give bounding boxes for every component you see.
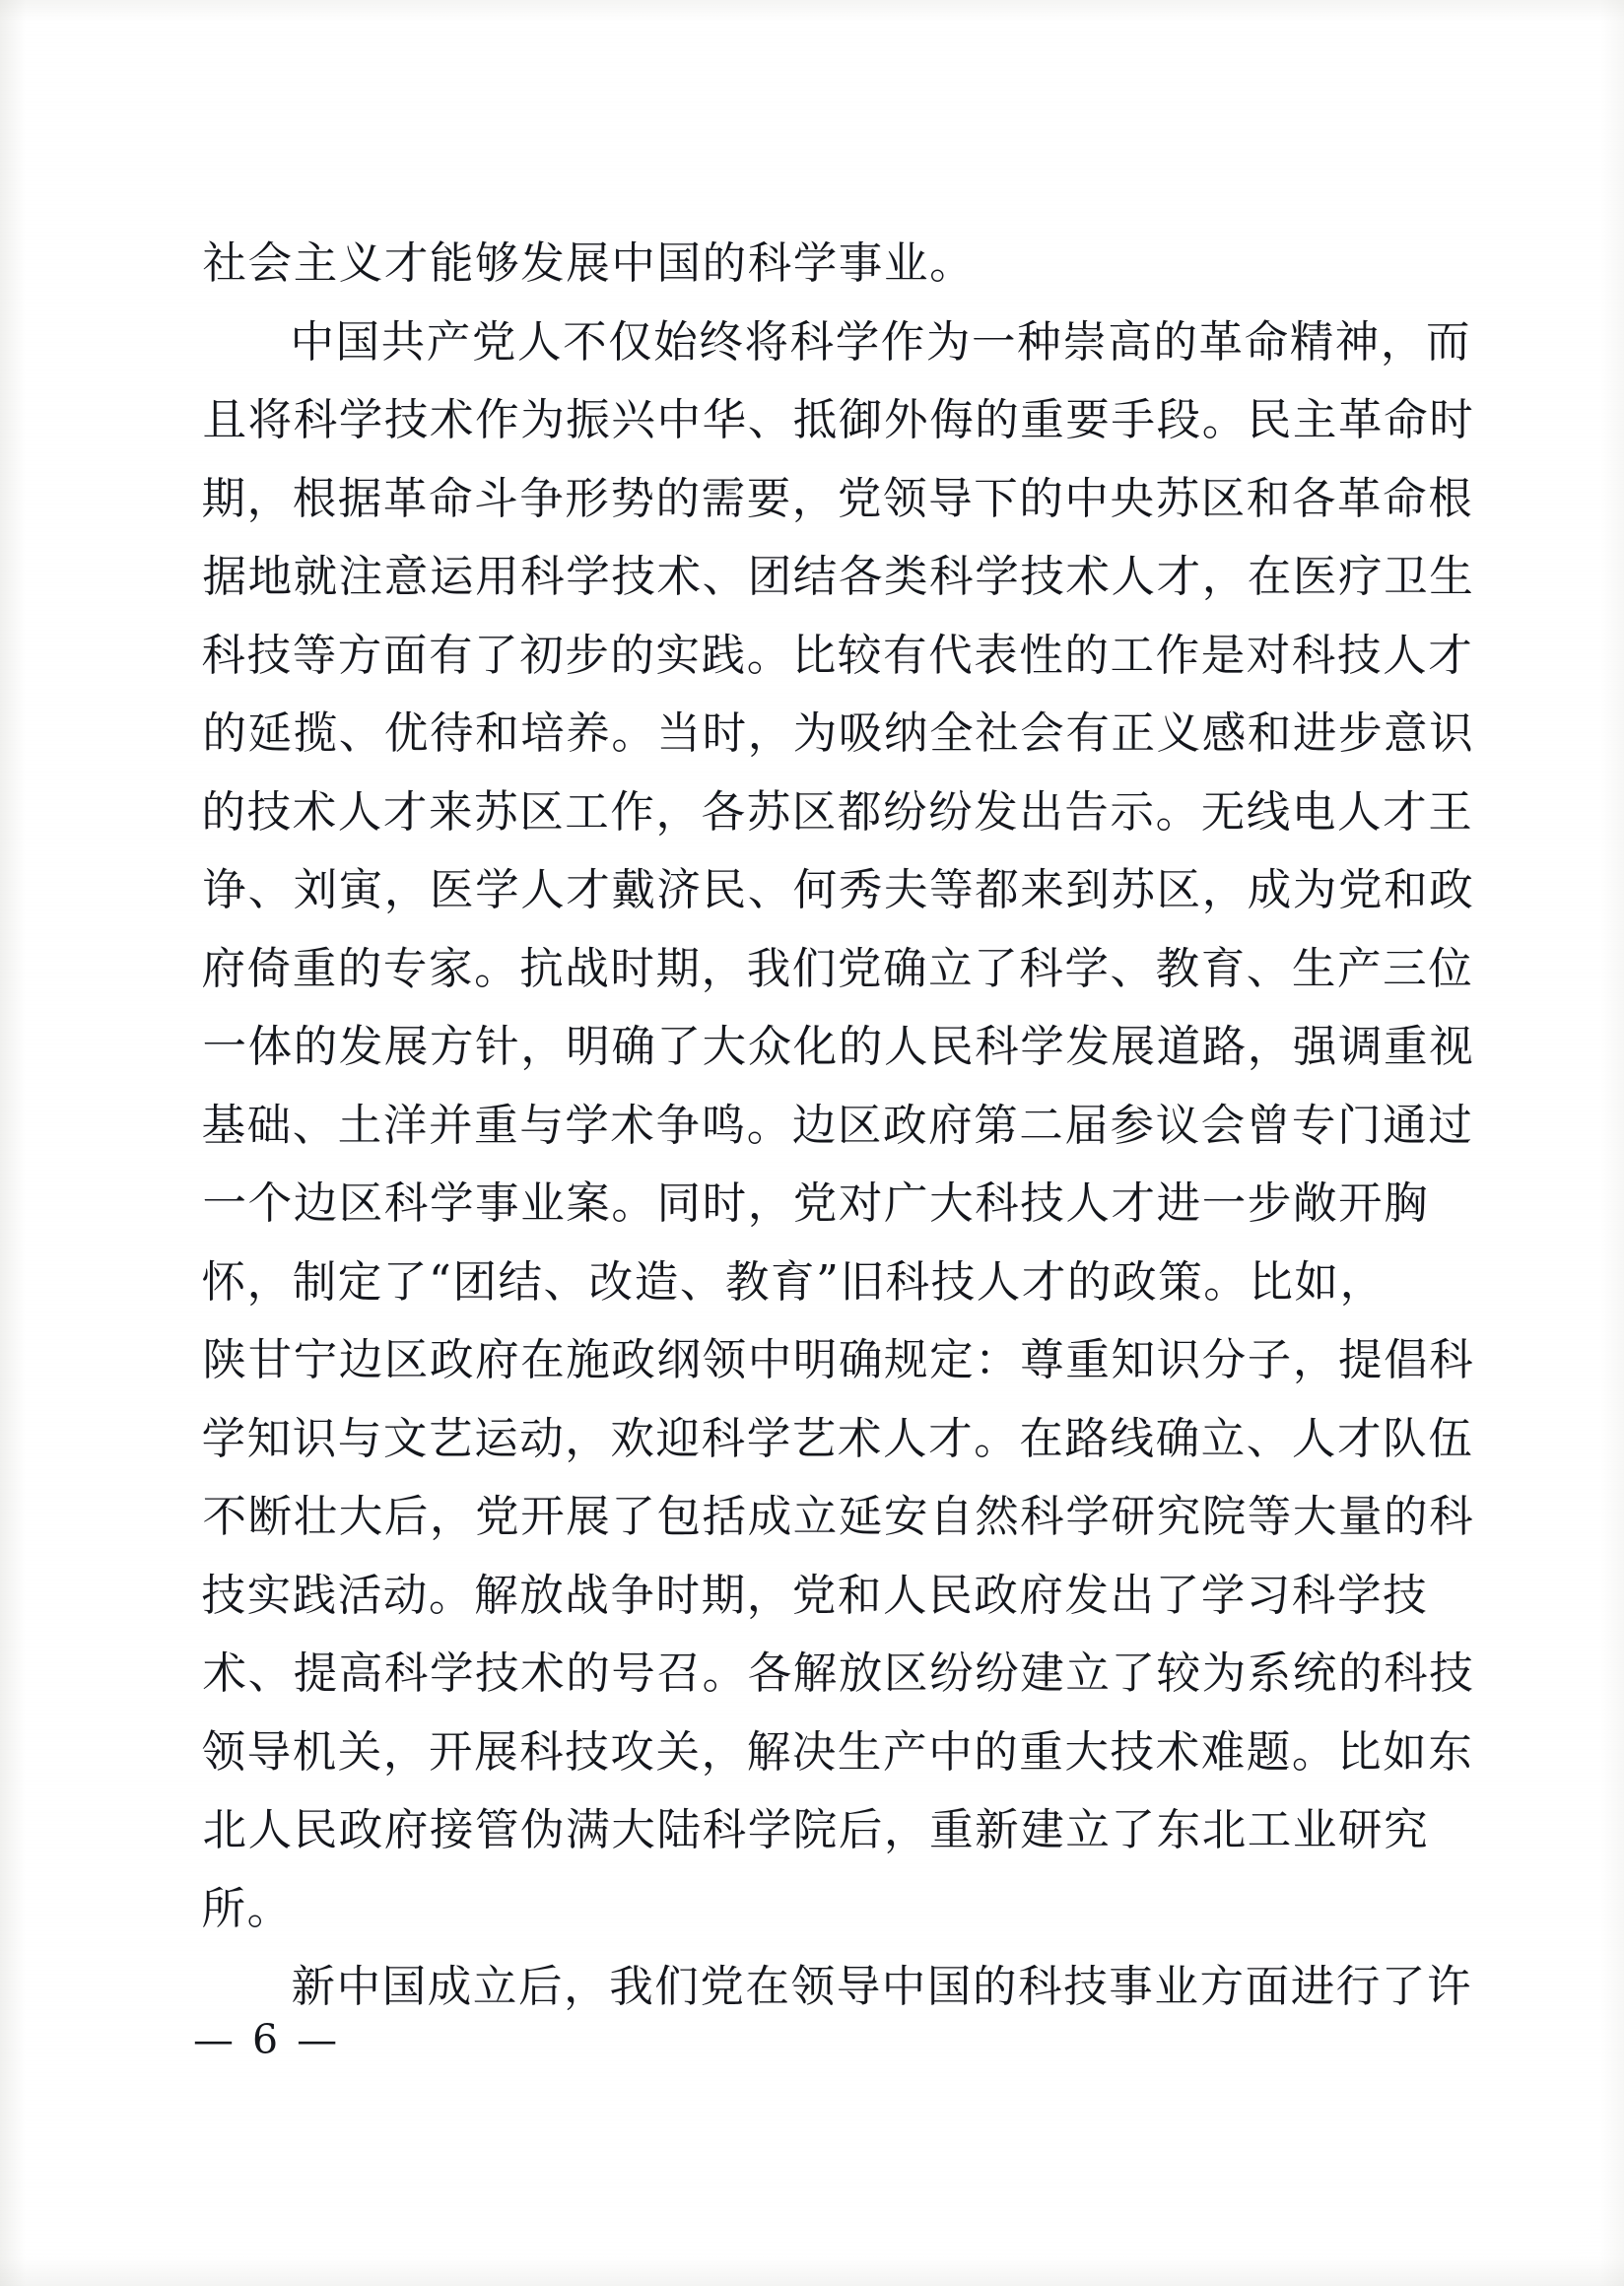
body-line: 北人民政府接管伪满大陆科学院后，重新建立了东北工业研究 <box>202 1805 1430 1855</box>
body-line: 且将科学技术作为振兴中华、抵御外侮的重要手段。民主革命时 <box>202 395 1475 445</box>
body-line: 据地就注意运用科学技术、团结各类科学技术人才，在医疗卫生 <box>202 552 1475 602</box>
body-line: 陕甘宁边区政府在施政纲领中明确规定：尊重知识分子，提倡科 <box>202 1335 1475 1385</box>
body-line: 的延揽、优待和培养。当时，为吸纳全社会有正义感和进步意识 <box>202 708 1475 759</box>
body-line: 学知识与文艺运动，欢迎科学艺术人才。在路线确立、人才队伍 <box>201 1413 1474 1464</box>
body-line: 一体的发展方针，明确了大众化的人民科学发展道路，强调重视 <box>202 1022 1475 1072</box>
body-line: 诤、刘寅，医学人才戴济民、何秀夫等都来到苏区，成为党和政 <box>202 865 1475 915</box>
scan-edge-shadow-left <box>0 0 26 2286</box>
body-line: 中国共产党人不仅始终将科学作为一种崇高的革命精神，而 <box>290 316 1472 368</box>
body-text-block <box>201 225 1475 2027</box>
body-line: 期，根据革命斗争形势的需要，党领导下的中央苏区和各革命根 <box>201 473 1474 524</box>
body-line: 所。 <box>201 1883 293 1934</box>
body-line: 社会主义才能够发展中国的科学事业。 <box>202 238 976 289</box>
body-line: 基础、土洋并重与学术争鸣。边区政府第二届参议会曾专门通过 <box>201 1100 1474 1151</box>
body-line: 术、提高科学技术的号召。各解放区纷纷建立了较为系统的科技 <box>202 1648 1475 1699</box>
body-line: 领导机关，开展科技攻关，解决生产中的重大技术难题。比如东 <box>201 1726 1474 1778</box>
body-line: 不断壮大后，党开展了包括成立延安自然科学研究院等大量的科 <box>202 1492 1475 1542</box>
body-line: 科技等方面有了初步的实践。比较有代表性的工作是对科技人才 <box>201 630 1474 681</box>
body-line: 一个边区科学事业案。同时，党对广大科技人才进一步敞开胸 <box>202 1178 1430 1229</box>
body-line: 府倚重的专家。抗战时期，我们党确立了科学、教育、生产三位 <box>201 943 1474 994</box>
scan-edge-shadow-bottom <box>0 2256 1624 2286</box>
body-line: 怀，制定了“团结、改造、教育”旧科技人才的政策。比如， <box>201 1256 1386 1308</box>
body-line: 新中国成立后，我们党在领导中国的科技事业方面进行了许 <box>291 1962 1473 2012</box>
scan-edge-shadow-top <box>0 0 1624 22</box>
body-line: 的技术人才来苏区工作，各苏区都纷纷发出告示。无线电人才王 <box>201 786 1474 838</box>
body-line: 技实践活动。解放战争时期，党和人民政府发出了学习科学技 <box>201 1570 1429 1621</box>
page-number: — 6 — <box>193 2016 341 2063</box>
scan-edge-shadow-right <box>1600 0 1624 2286</box>
